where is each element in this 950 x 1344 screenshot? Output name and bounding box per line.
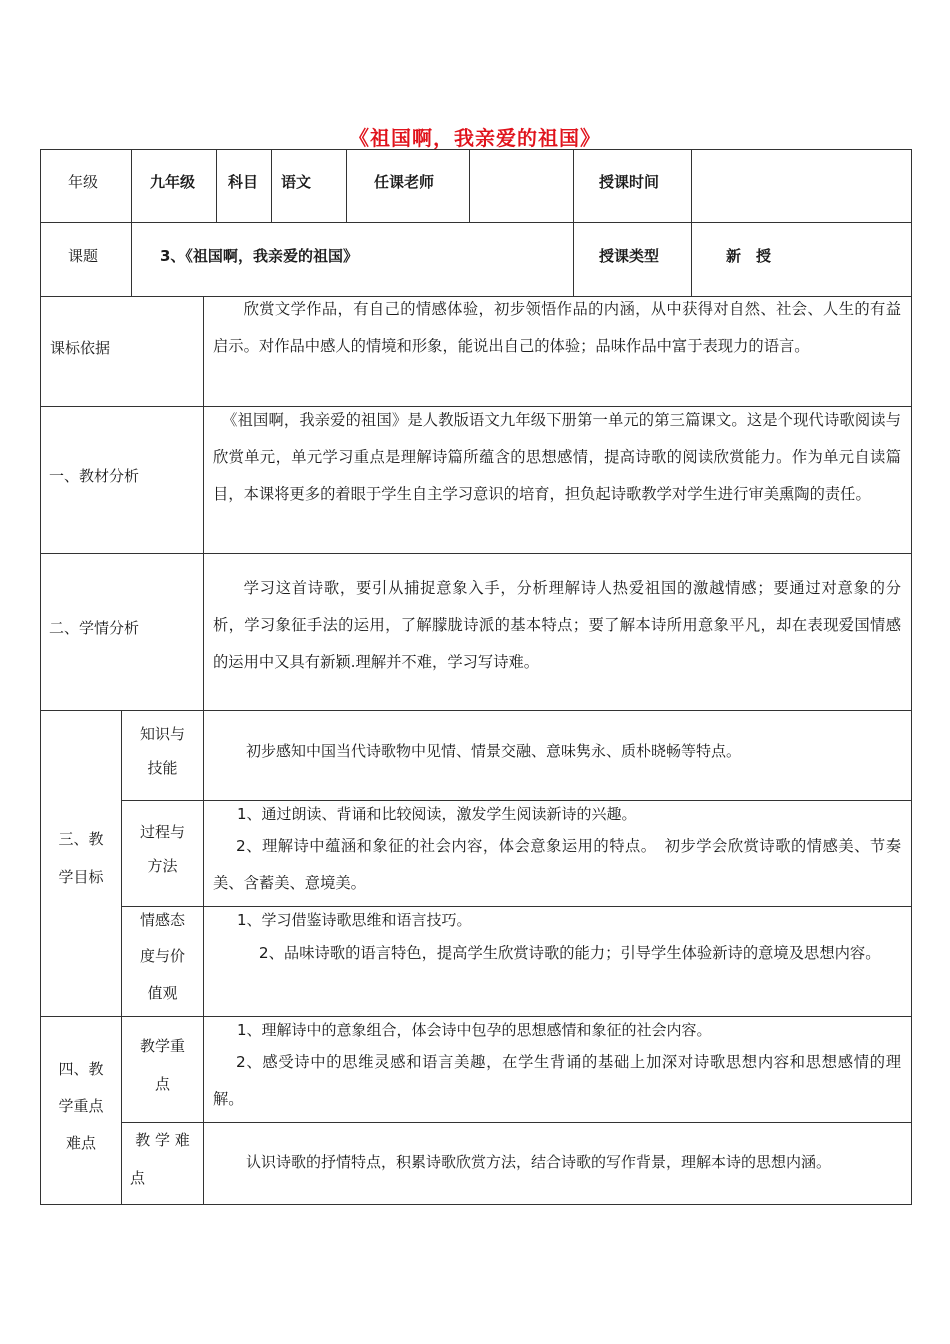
emotion-label-line1: 情感态 [139,911,185,929]
row-divider [40,1016,911,1017]
difficulty-label-line2: 点 [130,1169,146,1187]
topic-value: 3、《祖国啊，我亲爱的祖国》 [160,247,358,265]
keys-label-line3: 难点 [65,1134,96,1152]
keys-label-line1: 四、教 [58,1060,104,1078]
col-divider [203,710,204,1205]
col-divider [131,149,132,296]
keys-label-line2: 学重点 [58,1097,104,1115]
standard-text: 欣赏文学作品，有自己的情感体验，初步领悟作品的内涵，从中获得对自然、社会、人生的有益启示。对作品中感人的情境和形象，能说出自己的体验；品味作品中富于表现力的语言。 [213,300,901,355]
students-label: 二、学情分析 [49,619,140,637]
row-divider [40,710,911,711]
goals-label-line2: 学目标 [58,868,104,886]
type-label: 授课类型 [599,247,660,265]
type-value: 新 授 [726,247,772,265]
grade-label: 年级 [68,173,99,191]
col-divider [469,149,470,222]
students-text: 学习这首诗歌，要引从捕捉意象入手，分析理解诗人热爱祖国的激越情感；要通过对意象的分析，学习象征手法的运用，了解朦胧诗派的基本特点；要了解本诗所用意象平凡，却在表现爱国情感的运用中又具有新颖.理解并不难，学习写诗难。 [213,579,901,671]
col-divider [691,149,692,296]
emotion-label-line2: 度与价 [139,947,185,965]
process-line2: 2、理解诗中蕴涵和象征的社会内容，体会意象运用的特点。 初步学会欣赏诗歌的情感美、节奏美、含蓄美、意境美。 [213,837,901,892]
col-divider [271,149,272,222]
emotion-label-line3: 值观 [147,984,178,1002]
key-label-line1: 教学重 [139,1037,185,1055]
knowledge-text: 初步感知中国当代诗歌物中见情、情景交融、意味隽永、质朴晓畅等特点。 [246,742,742,760]
difficulty-text: 认识诗歌的抒情特点，积累诗歌欣赏方法，结合诗歌的写作背景，理解本诗的思想内涵。 [246,1153,832,1171]
standard-label: 课标依据 [50,339,111,357]
grade-value: 九年级 [150,173,196,191]
material-text: 《祖国啊，我亲爱的祖国》是人教版语文九年级下册第一单元的第三篇课文。这是个现代诗歌阅读与欣赏单元，单元学习重点是理解诗篇所蕴含的思想感情，提高诗歌的阅读欣赏能力。作为单元自读篇目，本课将更多的着眼于学生自主学习意识的培育，担负起诗歌教学对学生进行审美熏陶的责任。 [213,411,901,503]
subject-value: 语文 [281,173,312,191]
process-label-line2: 方法 [147,857,178,875]
time-label: 授课时间 [599,173,660,191]
emotion-line2: 2、品味诗歌的语言特色，提高学生欣赏诗歌的能力；引导学生体验新诗的意境及思想内容。 [258,944,881,962]
col-divider [346,149,347,222]
row-divider [121,906,911,907]
goals-label-line1: 三、教 [58,830,104,848]
material-label: 一、教材分析 [49,467,140,485]
col-divider [573,149,574,296]
emotion-line1: 1、学习借鉴诗歌思维和语言技巧。 [237,911,472,929]
knowledge-label-line2: 技能 [147,759,178,777]
col-divider [203,296,204,710]
row-divider [40,553,911,554]
knowledge-label-line1: 知识与 [139,725,185,743]
row-divider [121,1122,911,1123]
key-line2: 2、感受诗中的思维灵感和语言美趣，在学生背诵的基础上加深对诗歌思想内容和思想感情的理解。 [213,1053,901,1108]
col-divider [216,149,217,222]
process-line1: 1、通过朗读、背诵和比较阅读，激发学生阅读新诗的兴趣。 [237,805,637,823]
topic-label: 课题 [68,247,99,265]
key-label-line2: 点 [154,1075,170,1093]
row-divider [121,800,911,801]
difficulty-label-line1: 教 学 难 [135,1131,190,1149]
row-divider [40,222,911,223]
process-label-line1: 过程与 [139,823,185,841]
document-title: 《祖国啊，我亲爱的祖国》 [349,126,601,150]
teacher-label: 任课老师 [374,173,435,191]
subject-label: 科目 [228,173,259,191]
key-line1: 1、理解诗中的意象组合，体会诗中包孕的思想感情和象征的社会内容。 [237,1021,712,1039]
